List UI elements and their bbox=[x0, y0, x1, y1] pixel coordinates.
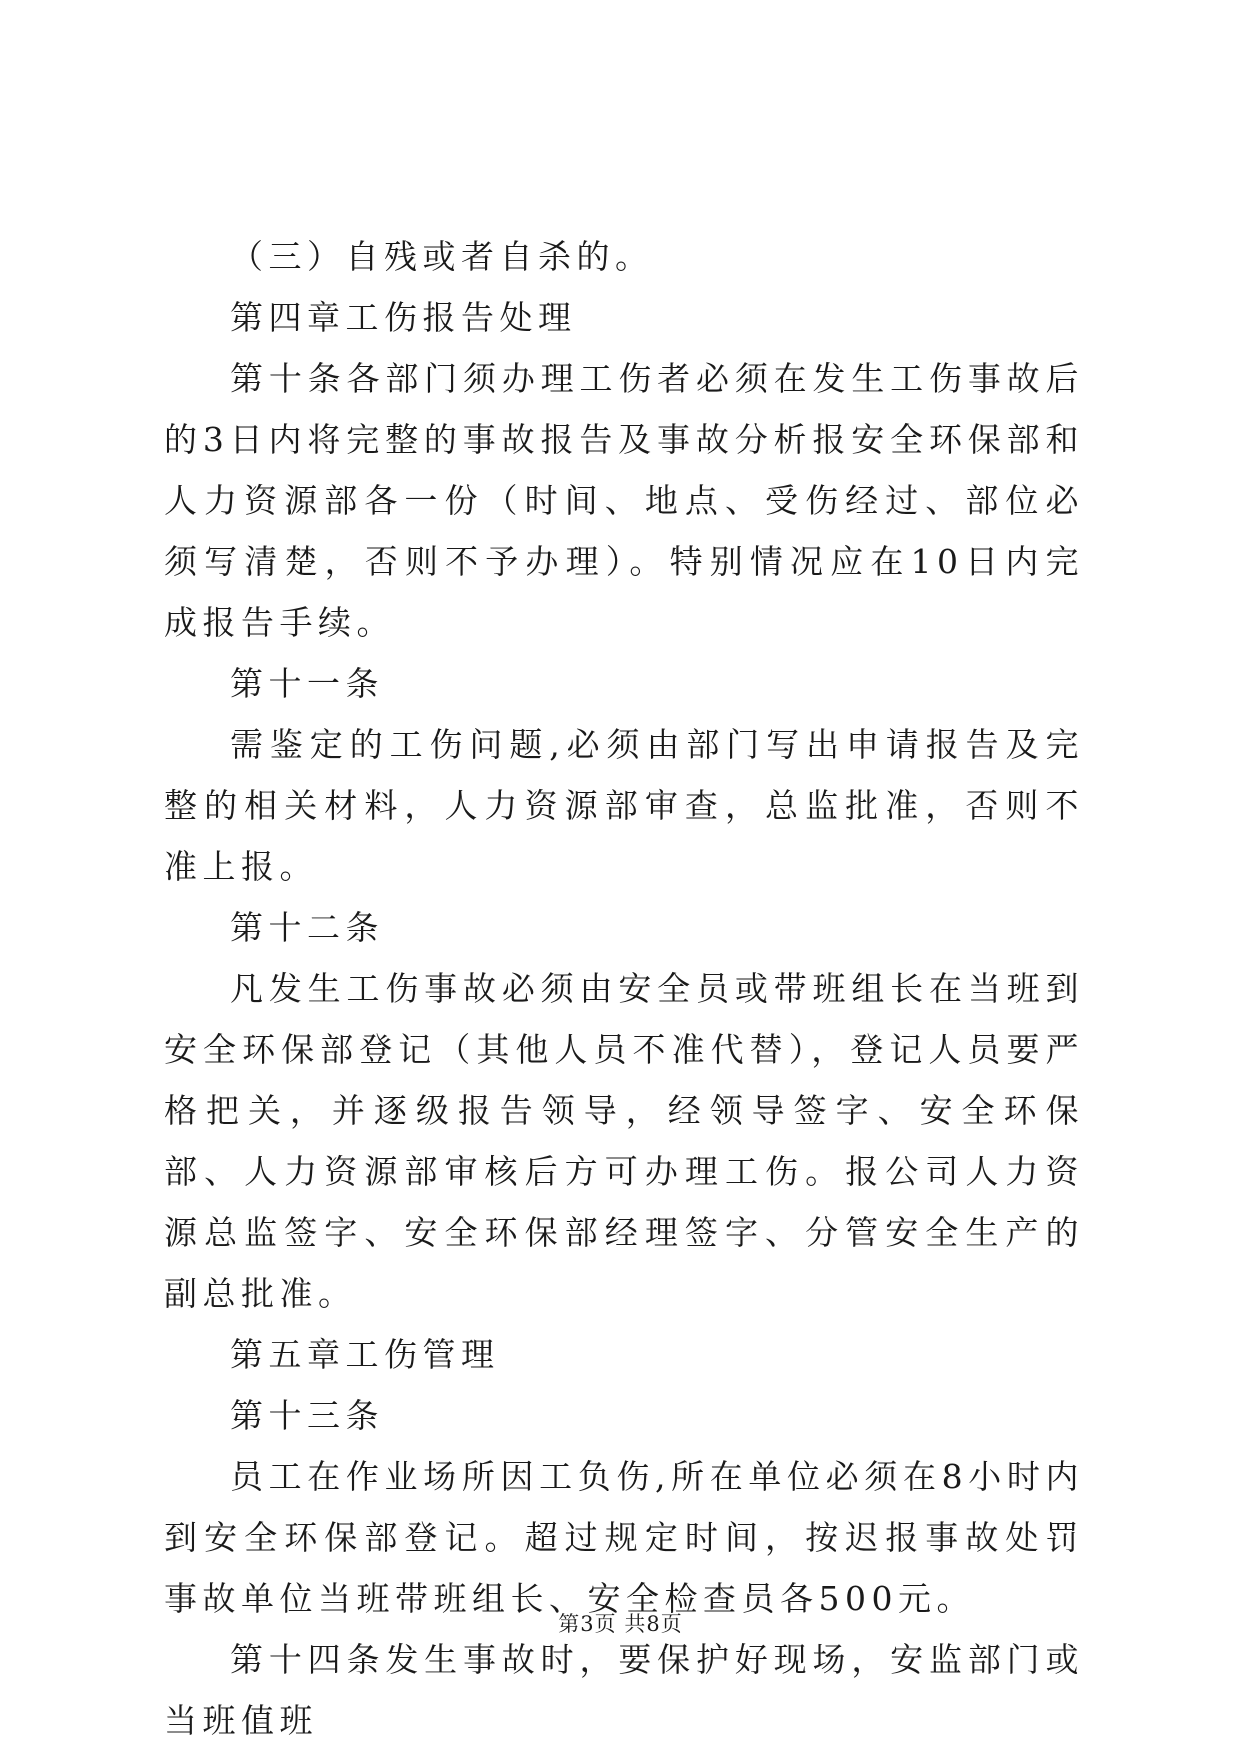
article-13-heading: 第十三条 bbox=[230, 1396, 384, 1435]
article-12-heading: 第十二条 bbox=[230, 908, 384, 947]
article-14: 第十四条发生事故时，要保护好现场，安监部门或当班值班 bbox=[164, 1640, 1084, 1740]
chapter-5-heading: 第五章工伤管理 bbox=[230, 1335, 500, 1374]
article-11-heading: 第十一条 bbox=[230, 664, 384, 703]
page-number-footer: 第3页 共8页 bbox=[558, 1612, 683, 1636]
chapter-4-heading: 第四章工伤报告处理 bbox=[230, 298, 577, 337]
article-10: 第十条各部门须办理工伤者必须在发生工伤事故后的3日内将完整的事故报告及事故分析报安全环保部和人力资源部各一份（时间、地点、受伤经过、部位必须写清楚，否则不予办理）。特别情况应在10日内完成报告手续。 bbox=[164, 359, 1084, 642]
article-12-body: 凡发生工伤事故必须由安全员或带班组长在当班到安全环保部登记（其他人员不准代替），登记人员要严格把关，并逐级报告领导，经领导签字、安全环保部、人力资源部审核后方可办理工伤。报公司人力资源总监签字、安全环保部经理签字、分管安全生产的副总批准。 bbox=[164, 969, 1084, 1313]
paragraph-clause-3-item: （三）自残或者自杀的。 bbox=[230, 237, 654, 276]
article-11-body: 需鉴定的工伤问题,必须由部门写出申请报告及完整的相关材料，人力资源部审查，总监批准，否则不准上报。 bbox=[164, 725, 1084, 886]
article-13-body: 员工在作业场所因工负伤,所在单位必须在8小时内到安全环保部登记。超过规定时间，按迟报事故处罚事故单位当班带班组长、安全检查员各500元。 bbox=[164, 1457, 1084, 1618]
document-body bbox=[164, 226, 1084, 1751]
